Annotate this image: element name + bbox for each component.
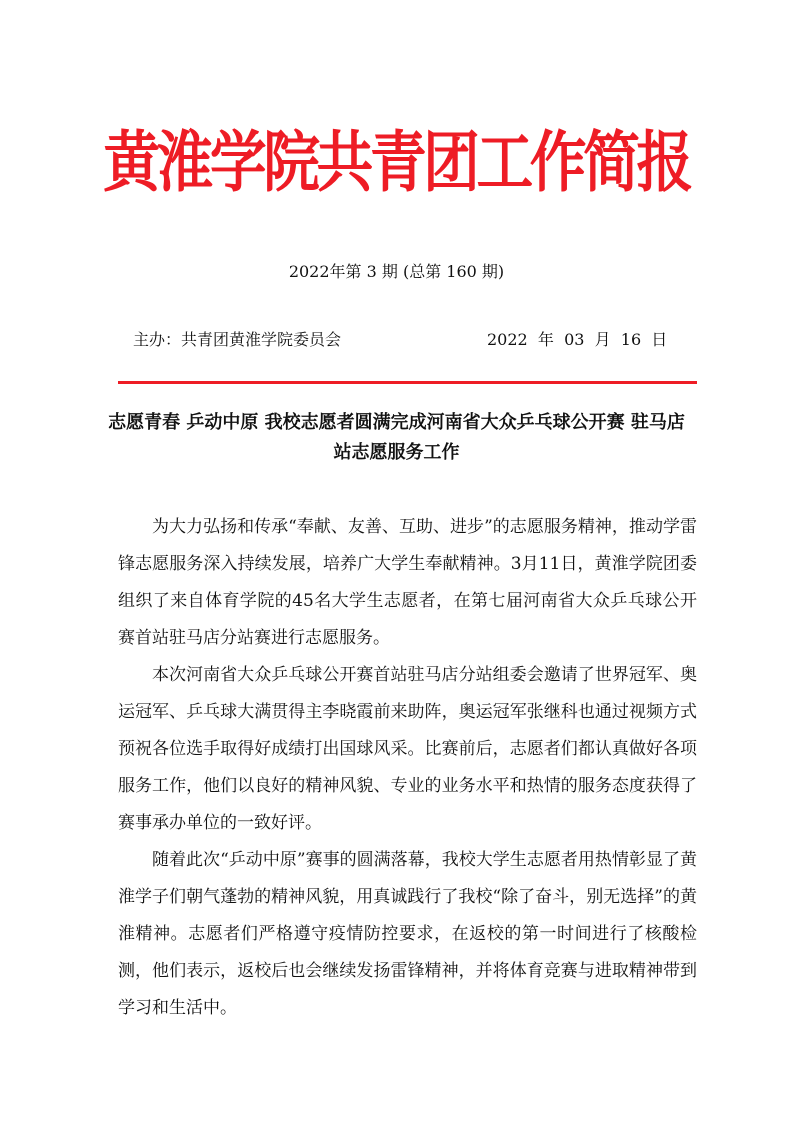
article-body xyxy=(118,509,697,1027)
newsletter-masthead: 黄淮学院共青团工作简报 xyxy=(103,124,690,201)
issue-number: 2022年第 3 期 (总第 160 期) xyxy=(288,262,505,281)
article-paragraph: 为大力弘扬和传承“奉献、友善、互助、进步”的志愿服务精神，推动学雷锋志愿服务深入持续发展，培养广大学生奉献精神。3月11日，黄淮学院团委组织了来自体育学院的45名大学生志愿者，在第七届河南省大众乒乓球公开赛首站驻马店分站赛进行志愿服务。 xyxy=(118,517,697,648)
red-divider-line xyxy=(118,381,697,384)
article-headline: 志愿青春 乒动中原 我校志愿者圆满完成河南省大众乒乓球公开赛 驻马店站志愿服务工作 xyxy=(108,412,685,463)
publication-date: 2022 年 03 月 16 日 xyxy=(487,330,668,349)
sponsor-line: 主办：共青团黄淮学院委员会 xyxy=(133,330,342,349)
article-paragraph: 本次河南省大众乒乓球公开赛首站驻马店分站组委会邀请了世界冠军、奥运冠军、乒乓球大满贯得主李晓霞前来助阵，奥运冠军张继科也通过视频方式预祝各位选手取得好成绩打出国球风采。比赛前后，志愿者们都认真做好各项服务工作，他们以良好的精神风貌、专业的业务水平和热情的服务态度获得了赛事承办单位的一致好评。 xyxy=(118,665,697,833)
article-paragraph: 随着此次“乒动中原”赛事的圆满落幕，我校大学生志愿者用热情彰显了黄淮学子们朝气蓬勃的精神风貌，用真诚践行了我校“除了奋斗，别无选择”的黄淮精神。志愿者们严格遵守疫情防控要求，在返校的第一时间进行了核酸检测，他们表示，返校后也会继续发扬雷锋精神，并将体育竞赛与进取精神带到学习和生活中。 xyxy=(118,850,697,1018)
